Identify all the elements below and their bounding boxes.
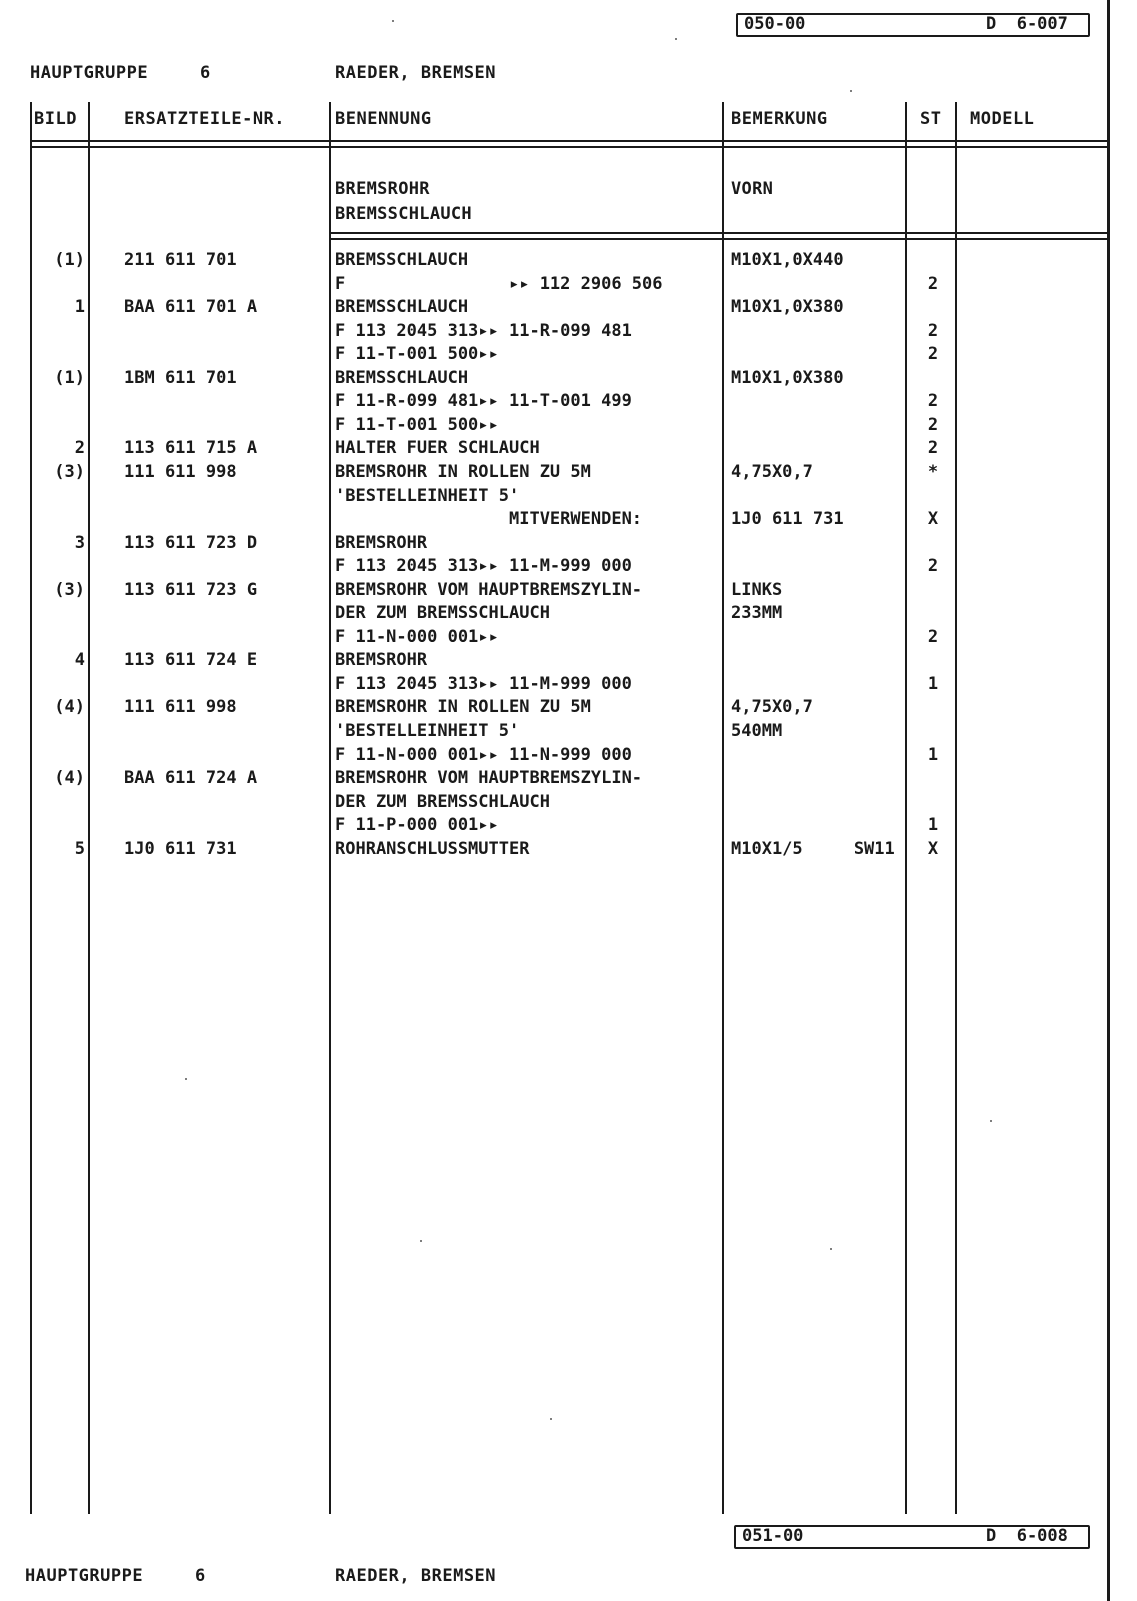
bemerkung-cell: 4,75X0,7 xyxy=(731,697,813,718)
scan-speck xyxy=(420,1240,422,1242)
table-row xyxy=(0,555,1137,578)
benennung-cell: F 11-T-001 500▸▸ xyxy=(335,414,499,435)
part-number-cell: 113 611 723 D xyxy=(124,532,258,553)
table-row xyxy=(0,579,1137,602)
table-row xyxy=(0,320,1137,343)
bemerkung-cell: 233MM xyxy=(731,603,783,624)
benennung-cell: DER ZUM BREMSSCHLAUCH xyxy=(335,791,550,812)
column-header-bemerkung: BEMERKUNG xyxy=(731,109,828,129)
part-number-cell: BAA 611 724 A xyxy=(124,768,258,789)
top-reference-left: 050-00 xyxy=(744,14,806,34)
st-cell: 2 xyxy=(927,626,939,647)
header-rule-top xyxy=(30,140,1107,142)
table-row xyxy=(0,626,1137,649)
table-row xyxy=(0,744,1137,767)
st-cell: 2 xyxy=(927,344,939,365)
st-cell: X xyxy=(927,838,939,859)
table-row xyxy=(0,602,1137,625)
st-cell: 2 xyxy=(927,414,939,435)
benennung-cell: F 11-P-000 001▸▸ xyxy=(335,815,499,836)
table-row xyxy=(0,414,1137,437)
bemerkung-cell: M10X1,0X440 xyxy=(731,250,844,270)
column-header-modell: MODELL xyxy=(970,109,1035,129)
benennung-cell: 'BESTELLEINHEIT 5' xyxy=(335,485,520,506)
bild-cell: 1 xyxy=(74,297,85,318)
benennung-cell: BREMSSCHLAUCH xyxy=(335,367,469,388)
bottom-reference-right: D 6-008 xyxy=(986,1526,1068,1546)
st-cell: 2 xyxy=(927,391,939,412)
st-cell: 1 xyxy=(927,815,939,836)
column-header-bild: BILD xyxy=(34,109,77,129)
benennung-cell: F 11-N-000 001▸▸ 11-N-999 000 xyxy=(335,744,632,765)
benennung-cell: 'BESTELLEINHEIT 5' xyxy=(335,721,520,741)
table-row xyxy=(0,720,1137,743)
st-cell: 2 xyxy=(927,438,939,459)
bottom-reference-left: 051-00 xyxy=(742,1526,804,1546)
benennung-cell: F ▸▸ 112 2906 506 xyxy=(335,273,663,294)
top-reference-box xyxy=(736,13,1090,37)
scan-speck xyxy=(675,38,677,40)
bemerkung-cell: M10X1,0X380 xyxy=(731,297,844,318)
part-number-cell: 113 611 715 A xyxy=(124,438,258,459)
bild-cell: (1) xyxy=(54,367,85,388)
page-title: RAEDER, BREMSEN xyxy=(335,63,497,83)
table-row xyxy=(0,437,1137,460)
section-rule-bottom xyxy=(329,238,1107,240)
table-row xyxy=(0,532,1137,555)
hauptgruppe-label: HAUPTGRUPPE xyxy=(30,63,149,83)
benennung-cell: HALTER FUER SCHLAUCH xyxy=(335,438,540,459)
part-number-cell: 111 611 998 xyxy=(124,461,237,482)
st-cell: X xyxy=(927,509,939,530)
table-row xyxy=(0,367,1137,390)
benennung-cell: BREMSSCHLAUCH xyxy=(335,250,469,270)
scan-speck xyxy=(550,1418,552,1420)
section-title-line2: BREMSSCHLAUCH xyxy=(335,204,472,224)
table-row xyxy=(0,390,1137,413)
section-bemerkung: VORN xyxy=(731,179,774,199)
part-number-cell: 111 611 998 xyxy=(124,697,237,718)
benennung-cell: F 11-R-099 481▸▸ 11-T-001 499 xyxy=(335,391,632,412)
table-row xyxy=(0,296,1137,319)
benennung-cell: BREMSROHR xyxy=(335,650,428,671)
table-row xyxy=(0,343,1137,366)
top-reference-right: D 6-007 xyxy=(986,14,1068,34)
scan-speck xyxy=(990,1120,992,1122)
bild-cell: (4) xyxy=(54,697,85,718)
bild-cell: (1) xyxy=(54,250,85,270)
table-row xyxy=(0,696,1137,719)
benennung-cell: BREMSROHR IN ROLLEN ZU 5M xyxy=(335,461,591,482)
benennung-cell: F 11-N-000 001▸▸ xyxy=(335,626,499,647)
bild-cell: 4 xyxy=(74,650,85,671)
bild-cell: 2 xyxy=(74,438,85,459)
benennung-cell: F 113 2045 313▸▸ 11-M-999 000 xyxy=(335,556,632,577)
header-rule-bottom xyxy=(30,146,1107,148)
st-cell: 1 xyxy=(927,744,939,765)
table-row xyxy=(0,649,1137,672)
st-cell: * xyxy=(927,461,939,482)
table-row xyxy=(0,508,1137,531)
table-row xyxy=(0,461,1137,484)
table-row xyxy=(0,249,1137,272)
bild-cell: 5 xyxy=(74,838,85,859)
scan-speck xyxy=(850,90,852,92)
scan-speck xyxy=(830,1248,832,1250)
bemerkung-cell: LINKS xyxy=(731,579,783,600)
benennung-cell: BREMSSCHLAUCH xyxy=(335,297,469,318)
part-number-cell: 113 611 723 G xyxy=(124,579,258,600)
benennung-cell: ROHRANSCHLUSSMUTTER xyxy=(335,838,530,859)
table-row xyxy=(0,273,1137,296)
part-number-cell: BAA 611 701 A xyxy=(124,297,258,318)
benennung-cell: F 113 2045 313▸▸ 11-M-999 000 xyxy=(335,673,632,694)
bemerkung-cell: 1J0 611 731 xyxy=(731,509,844,530)
part-number-cell: 1J0 611 731 xyxy=(124,838,237,859)
benennung-cell: MITVERWENDEN: xyxy=(335,509,643,530)
bild-cell: 3 xyxy=(74,532,85,553)
footer-title: RAEDER, BREMSEN xyxy=(335,1566,497,1586)
scan-speck xyxy=(185,1078,187,1080)
benennung-cell: BREMSROHR VOM HAUPTBREMSZYLIN- xyxy=(335,768,643,789)
bemerkung-cell: M10X1/5 SW11 xyxy=(731,838,895,859)
section-title-line1: BREMSROHR xyxy=(335,179,430,199)
section-rule-top xyxy=(329,232,1107,234)
table-row xyxy=(0,814,1137,837)
st-cell: 2 xyxy=(927,320,939,341)
scan-speck xyxy=(392,20,394,22)
table-row xyxy=(0,791,1137,814)
benennung-cell: BREMSROHR IN ROLLEN ZU 5M xyxy=(335,697,591,718)
benennung-cell: F 113 2045 313▸▸ 11-R-099 481 xyxy=(335,320,632,341)
column-header-st: ST xyxy=(920,109,942,129)
column-header-ersatzteile: ERSATZTEILE-NR. xyxy=(124,109,286,129)
footer-hauptgruppe-label: HAUPTGRUPPE xyxy=(25,1566,144,1586)
footer-hauptgruppe-number: 6 xyxy=(195,1566,206,1586)
bemerkung-cell: 540MM xyxy=(731,721,783,741)
benennung-cell: DER ZUM BREMSSCHLAUCH xyxy=(335,603,550,624)
part-number-cell: 211 611 701 xyxy=(124,250,237,270)
st-cell: 2 xyxy=(927,556,939,577)
bemerkung-cell: 4,75X0,7 xyxy=(731,461,813,482)
bild-cell: (3) xyxy=(54,579,85,600)
st-cell: 2 xyxy=(927,273,939,294)
part-number-cell: 113 611 724 E xyxy=(124,650,258,671)
table-row xyxy=(0,767,1137,790)
bild-cell: (4) xyxy=(54,768,85,789)
part-number-cell: 1BM 611 701 xyxy=(124,367,237,388)
table-row xyxy=(0,673,1137,696)
bemerkung-cell: M10X1,0X380 xyxy=(731,367,844,388)
bild-cell: (3) xyxy=(54,461,85,482)
column-header-benennung: BENENNUNG xyxy=(335,109,432,129)
benennung-cell: BREMSROHR VOM HAUPTBREMSZYLIN- xyxy=(335,579,643,600)
benennung-cell: BREMSROHR xyxy=(335,532,428,553)
benennung-cell: F 11-T-001 500▸▸ xyxy=(335,344,499,365)
bottom-reference-box xyxy=(734,1525,1090,1549)
st-cell: 1 xyxy=(927,673,939,694)
table-row xyxy=(0,485,1137,508)
table-row xyxy=(0,838,1137,861)
hauptgruppe-number: 6 xyxy=(200,63,211,83)
